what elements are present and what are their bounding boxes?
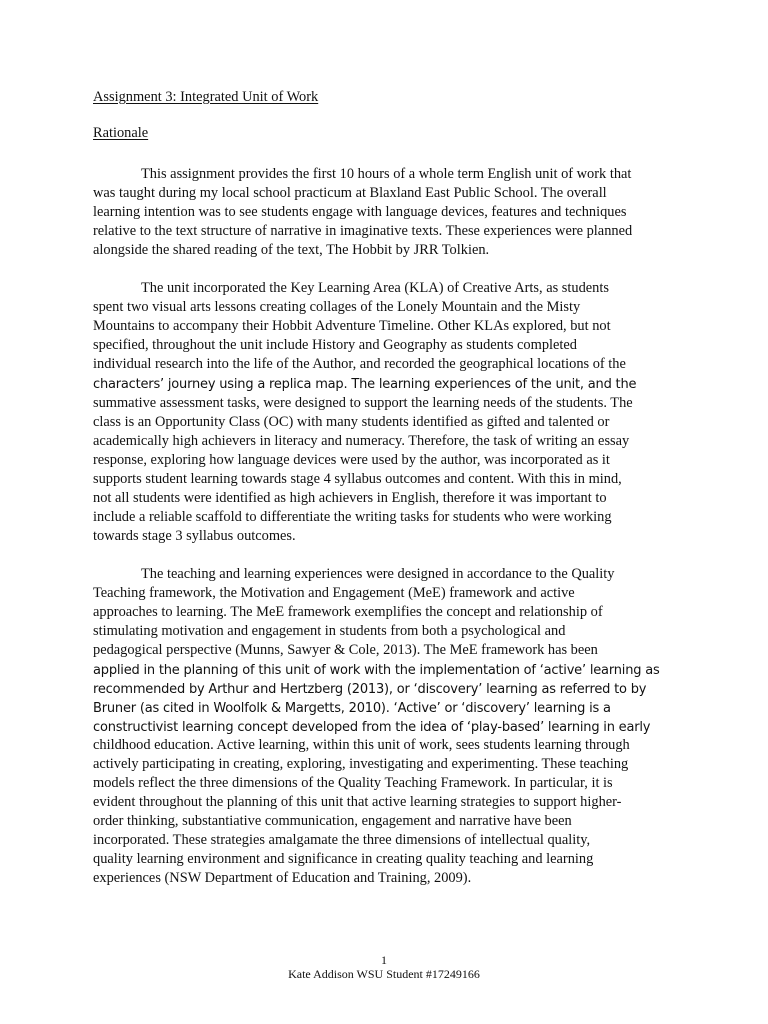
paragraph-line: learning intention was to see students engage with language devices, features and techniques bbox=[93, 204, 627, 220]
paragraph-line: characters’ journey using a replica map. The learning experiences of the unit, and the bbox=[93, 377, 637, 392]
paragraph-line: Teaching framework, the Motivation and Engagement (MeE) framework and active bbox=[93, 585, 575, 601]
paragraph-line: not all students were identified as high achievers in English, therefore it was important to bbox=[93, 490, 607, 506]
paragraph-line: spent two visual arts lessons creating collages of the Lonely Mountain and the Misty bbox=[93, 299, 581, 315]
paragraph-line: include a reliable scaffold to differentiate the writing tasks for students who were working bbox=[93, 509, 612, 525]
paragraph-line: This assignment provides the first 10 hours of a whole term English unit of work that bbox=[141, 166, 632, 182]
paragraph-line: applied in the planning of this unit of work with the implementation of ‘active’ learning as bbox=[93, 663, 660, 678]
paragraph-line: constructivist learning concept developed from the idea of ‘play-based’ learning in early bbox=[93, 720, 651, 735]
paragraph-line: supports student learning towards stage 4 syllabus outcomes and content. With this in mind, bbox=[93, 471, 622, 487]
paragraph-line: pedagogical perspective (Munns, Sawyer & Cole, 2013). The MeE framework has been bbox=[93, 642, 598, 658]
paragraph-line: specified, throughout the unit include History and Geography as students completed bbox=[93, 337, 577, 353]
paragraph-line: summative assessment tasks, were designed to support the learning needs of the students. The bbox=[93, 395, 633, 411]
paragraph-line: recommended by Arthur and Hertzberg (2013), or ‘discovery’ learning as referred to by bbox=[93, 682, 647, 697]
paragraph-line: stimulating motivation and engagement in students from both a psychological and bbox=[93, 623, 566, 639]
paragraph-line: individual research into the life of the Author, and recorded the geographical locations of the bbox=[93, 356, 626, 372]
paragraph-line: was taught during my local school practicum at Blaxland East Public School. The overall bbox=[93, 185, 607, 201]
paragraph-line: incorporated. These strategies amalgamate the three dimensions of intellectual quality, bbox=[93, 832, 591, 848]
document-title: Assignment 3: Integrated Unit of Work bbox=[93, 89, 319, 105]
paragraph-line: evident throughout the planning of this unit that active learning strategies to support higher- bbox=[93, 794, 622, 810]
paragraph-line: The unit incorporated the Key Learning Area (KLA) of Creative Arts, as students bbox=[141, 280, 609, 296]
paragraph-line: order thinking, substantiative communication, engagement and narrative have been bbox=[93, 813, 572, 829]
paragraph-line: alongside the shared reading of the text, The Hobbit by JRR Tolkien. bbox=[93, 242, 490, 258]
paragraph-line: response, exploring how language devices were used by the author, was incorporated as it bbox=[93, 452, 610, 468]
page-number: 1 bbox=[381, 953, 387, 967]
paragraph-line: class is an Opportunity Class (OC) with many students identified as gifted and talented or bbox=[93, 414, 610, 430]
paragraph-line: Mountains to accompany their Hobbit Adventure Timeline. Other KLAs explored, but not bbox=[93, 318, 611, 334]
footer-author: Kate Addison WSU Student #17249166 bbox=[288, 967, 480, 981]
section-heading: Rationale bbox=[93, 125, 149, 141]
paragraph-line: approaches to learning. The MeE framework exemplifies the concept and relationship of bbox=[93, 604, 603, 620]
paragraph-line: The teaching and learning experiences were designed in accordance to the Quality bbox=[141, 566, 615, 582]
paragraph-line: towards stage 3 syllabus outcomes. bbox=[93, 528, 296, 544]
paragraph-line: relative to the text structure of narrative in imaginative texts. These experiences were planned bbox=[93, 223, 633, 239]
paragraph-line: actively participating in creating, exploring, investigating and experimenting. These teaching bbox=[93, 756, 629, 772]
paragraph-line: experiences (NSW Department of Education and Training, 2009). bbox=[93, 870, 472, 886]
paragraph-line: academically high achievers in literacy and numeracy. Therefore, the task of writing an essay bbox=[93, 433, 630, 449]
paragraph-line: quality learning environment and significance in creating quality teaching and learning bbox=[93, 851, 594, 867]
paragraph-line: childhood education. Active learning, within this unit of work, sees students learning through bbox=[93, 737, 630, 753]
paragraph-line: models reflect the three dimensions of the Quality Teaching Framework. In particular, it is bbox=[93, 775, 613, 791]
paragraph-line: Bruner (as cited in Woolfolk & Margetts, 2010). ‘Active’ or ‘discovery’ learning is a bbox=[93, 701, 611, 716]
